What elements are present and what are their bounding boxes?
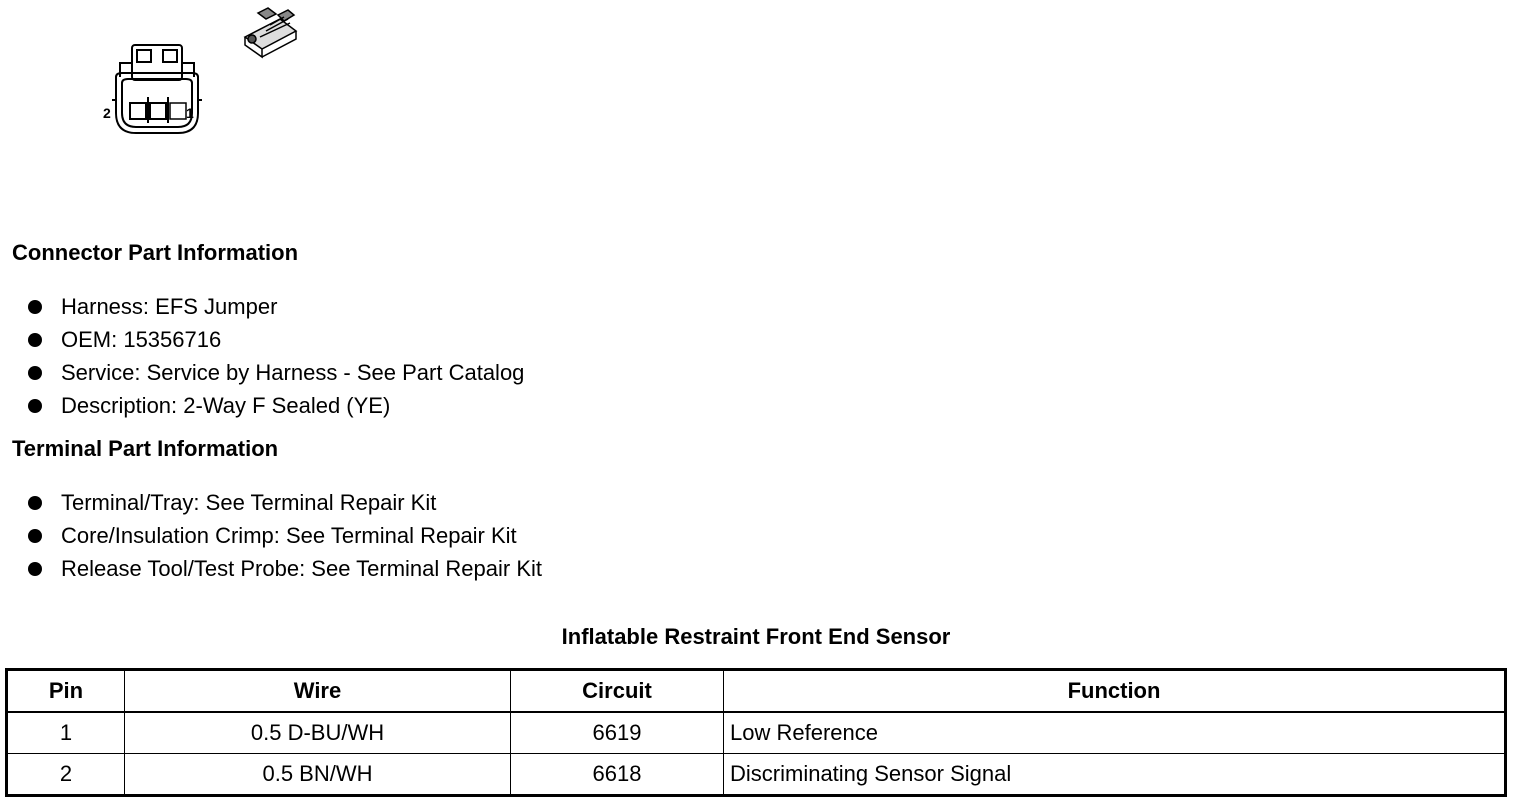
bullet-icon [28, 529, 42, 543]
terminal-part-list [28, 490, 542, 589]
connector-harness: Harness: EFS Jumper [61, 294, 278, 319]
list-item [28, 327, 524, 360]
list-item [28, 360, 524, 393]
terminal-release-tool: Release Tool/Test Probe: See Terminal Repair Kit [61, 556, 542, 581]
table-header-row [7, 670, 1506, 713]
list-item [28, 556, 542, 589]
cell-circuit: 6619 [511, 712, 724, 754]
terminal-part-heading: Terminal Part Information [12, 436, 279, 461]
cell-wire: 0.5 D-BU/WH [125, 712, 511, 754]
header-pin: Pin [7, 670, 125, 713]
bullet-icon [28, 333, 42, 347]
pin-table [5, 668, 1507, 797]
header-function: Function [724, 670, 1506, 713]
cell-pin: 2 [7, 754, 125, 796]
connector-service: Service: Service by Harness - See Part Catalog [61, 360, 525, 385]
cell-circuit: 6618 [511, 754, 724, 796]
cell-function: Discriminating Sensor Signal [724, 754, 1506, 796]
list-item [28, 523, 542, 556]
connector-part-list [28, 294, 524, 426]
cell-wire: 0.5 BN/WH [125, 754, 511, 796]
pin-table-title: Inflatable Restraint Front End Sensor [561, 624, 951, 649]
cell-pin: 1 [7, 712, 125, 754]
pin-1-label: 1 [186, 105, 194, 121]
connector-oem: OEM: 15356716 [61, 327, 222, 352]
bullet-icon [28, 562, 42, 576]
list-item [28, 490, 542, 523]
connector-illustration [100, 5, 300, 135]
terminal-tray: Terminal/Tray: See Terminal Repair Kit [61, 490, 437, 515]
header-wire: Wire [125, 670, 511, 713]
terminal-crimp: Core/Insulation Crimp: See Terminal Repair Kit [61, 523, 517, 548]
connector-part-heading: Connector Part Information [12, 240, 299, 265]
pin-2-label: 2 [103, 105, 111, 121]
table-row [7, 754, 1506, 796]
connector-description: Description: 2-Way F Sealed (YE) [61, 393, 391, 418]
header-circuit: Circuit [511, 670, 724, 713]
bullet-icon [28, 366, 42, 380]
list-item [28, 294, 524, 327]
list-item [28, 393, 524, 426]
table-row [7, 712, 1506, 754]
connector-thumbnail [245, 8, 296, 57]
bullet-icon [28, 496, 42, 510]
bullet-icon [28, 300, 42, 314]
bullet-icon [28, 399, 42, 413]
cell-function: Low Reference [724, 712, 1506, 754]
